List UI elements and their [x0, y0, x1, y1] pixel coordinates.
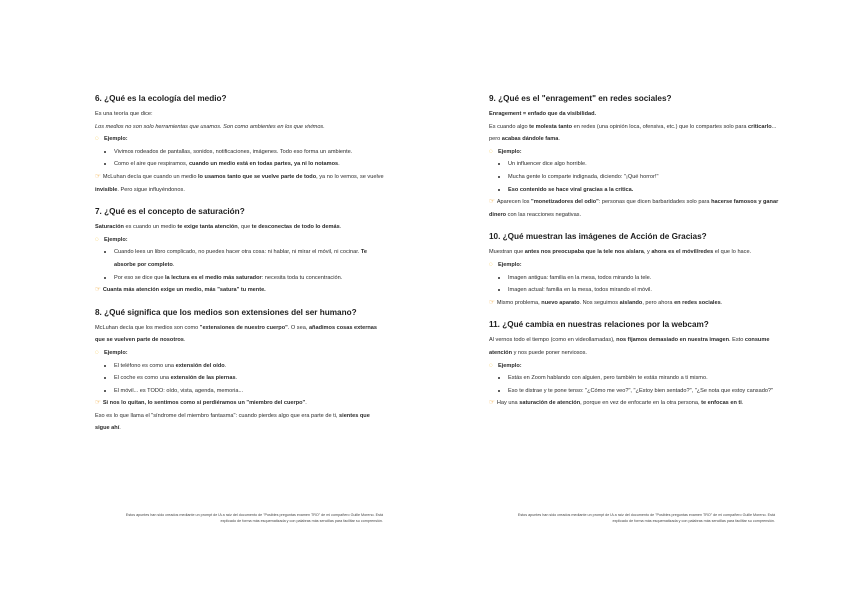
- list-item: • El coche es como una extensión de las piernas.: [114, 372, 385, 385]
- list-item: • Vivimos rodeados de pantallas, sonidos, notificaciones, imágenes. Todo eso forma un ambiente.: [114, 146, 385, 159]
- note: ☞ Hay una saturación de atención, porque en vez de enfocarte en la otra persona, te enfocas en ti.: [489, 397, 779, 410]
- paragraph: Muestran que antes nos preocupaba que la tele nos aislara, y ahora es el móvil/redes el que lo hace.: [489, 249, 752, 256]
- paragraph: Es una teoría que dice:: [95, 111, 153, 117]
- example-label: ◌ Ejemplo:: [489, 146, 779, 159]
- section-6: [95, 93, 385, 196]
- example-label: ◌ Ejemplo:: [95, 133, 385, 146]
- example-label: ◌ Ejemplo:: [489, 360, 779, 373]
- footer-note: Estos apuntes han sido creados mediante un prompt de IA a raíz del documento de "Posibles preguntas examen TRO" de mi compañero Guille Moreno. Está explicado de forma más esquematizada y con palabras más sencillas para facilitar su comprensión.: [125, 513, 383, 523]
- section-title: 11. ¿Qué cambia en nuestras relaciones por la webcam?: [489, 320, 709, 330]
- lightbulb-icon: ◌: [489, 361, 493, 369]
- example-list: [489, 272, 779, 297]
- list-item: • Estás en Zoom hablando con alguien, pero también te estás mirando a ti mismo.: [508, 372, 779, 385]
- list-item: • Como el aire que respiramos, cuando un medio está en todas partes, ya ni lo notamos.: [114, 158, 385, 171]
- list-item: • Imagen antigua: familia en la mesa, todos mirando la tele.: [508, 272, 779, 285]
- section-7: [95, 206, 385, 297]
- section-9: [489, 93, 779, 221]
- pointing-hand-icon: ☞: [489, 399, 495, 407]
- pointing-hand-icon: ☞: [95, 172, 101, 180]
- list-item: • Imagen actual: familia en la mesa, todos mirando el móvil.: [508, 284, 779, 297]
- paragraph: Saturación es cuando un medio te exige tanta atención, que te desconectas de todo lo demás.: [95, 224, 342, 231]
- section-title: 8. ¿Qué significa que los medios son extensiones del ser humano?: [95, 307, 357, 317]
- note: ☞ Cuanta más atención exige un medio, más "satura" tu mente.: [95, 284, 385, 297]
- list-item: • El móvil... es TODO: oído, vista, agenda, memoria...: [114, 385, 385, 398]
- note: ☞ McLuhan decía que cuando un medio lo usamos tanto que se vuelve parte de todo, ya no lo vemos, se vuelve invisible. Pero sigue influyéndonos.: [95, 172, 384, 193]
- pointing-hand-icon: ☞: [489, 298, 495, 306]
- paragraph: McLuhan decía que los medios son como "extensiones de nuestro cuerpo". O sea, añadimos cosas externas que se vuelven parte de nosotros.: [95, 324, 378, 344]
- list-item: • Un influencer dice algo horrible.: [508, 158, 779, 171]
- paragraph: Eso es lo que llama el "síndrome del miembro fantasma": cuando pierdes algo que era parte de ti, sientes que sigue ahí.: [95, 412, 370, 432]
- section-title: 6. ¿Qué es la ecología del medio?: [95, 94, 227, 103]
- note: ☞ Mismo problema, nuevo aparato. Nos seguimos aislando, pero ahora en redes sociales.: [489, 297, 779, 310]
- example-label: ◌ Ejemplo:: [95, 347, 385, 360]
- footer-note: Estos apuntes han sido creados mediante un prompt de IA a raíz del documento de "Posibles preguntas examen TRO" de mi compañero Guille Moreno. Está explicado de forma más esquematizada y con palabras más sencillas para facilitar su comprensión.: [517, 513, 775, 523]
- paragraph: Es cuando algo te molesta tanto en redes (una opinión loca, ofensiva, etc.) que lo compartes solo para criticarlo... pero acabas dándole fama.: [489, 123, 777, 143]
- right-column: [489, 93, 779, 420]
- example-list: [489, 372, 779, 397]
- lightbulb-icon: ◌: [95, 235, 99, 243]
- note: ☞ Si nos lo quitan, lo sentimos como si perdiéramos un "miembro del cuerpo".: [95, 397, 385, 410]
- lightbulb-icon: ◌: [95, 135, 99, 143]
- example-list: [95, 360, 385, 398]
- example-list: [95, 246, 385, 284]
- note: ☞ Aparecen los "monetizadores del odio": personas que dicen barbaridades solo para hacerse famosos y ganar dinero con las reacciones negativas.: [489, 198, 779, 218]
- paragraph: Al vernos todo el tiempo (como en videollamadas), nos fijamos demasiado en nuestra imagen. Esto consume atención y nos puede poner nerviosos.: [489, 337, 770, 356]
- list-item: • Mucha gente lo comparte indignada, diciendo: "¡Qué horror!": [508, 171, 779, 184]
- section-title: 10. ¿Qué muestran las imágenes de Acción de Gracias?: [489, 232, 707, 242]
- list-item: • Eso contenido se hace viral gracias a la crítica.: [508, 184, 779, 197]
- lightbulb-icon: ◌: [489, 147, 493, 155]
- list-item: • Cuando lees un libro complicado, no puedes hacer otra cosa: ni hablar, ni mirar el móvil, ni cocinar. Te absorbe por completo.: [114, 246, 385, 271]
- example-label: ◌ Ejemplo:: [489, 259, 779, 272]
- list-item: • El teléfono es como una extensión del oído.: [114, 360, 385, 373]
- section-11: [489, 319, 779, 410]
- section-title: 7. ¿Qué es el concepto de saturación?: [95, 207, 245, 217]
- example-list: [95, 146, 385, 171]
- lightbulb-icon: ◌: [95, 348, 99, 356]
- pointing-hand-icon: ☞: [95, 286, 101, 294]
- paragraph: Enragement = enfado que da visibilidad.: [489, 111, 597, 117]
- list-item: • Eso te distrae y te pone tenso: "¿Cómo me veo?", "¿Estoy bien sentado?", "¿Se nota que estoy cansado?": [508, 385, 779, 398]
- section-title: 9. ¿Qué es el "enragement" en redes sociales?: [489, 94, 672, 103]
- pointing-hand-icon: ☞: [489, 198, 495, 206]
- example-label: ◌ Ejemplo:: [95, 234, 385, 247]
- list-item: • Por eso se dice que la lectura es el medio más saturador: necesita toda tu concentración.: [114, 272, 385, 285]
- lightbulb-icon: ◌: [489, 260, 493, 268]
- pointing-hand-icon: ☞: [95, 399, 101, 407]
- example-list: [489, 158, 779, 196]
- section-10: [489, 231, 779, 309]
- left-column: [95, 93, 385, 445]
- paragraph: Los medios no son solo herramientas que usamos. Son como ambientes en los que vivimos.: [95, 123, 325, 130]
- section-8: [95, 307, 385, 435]
